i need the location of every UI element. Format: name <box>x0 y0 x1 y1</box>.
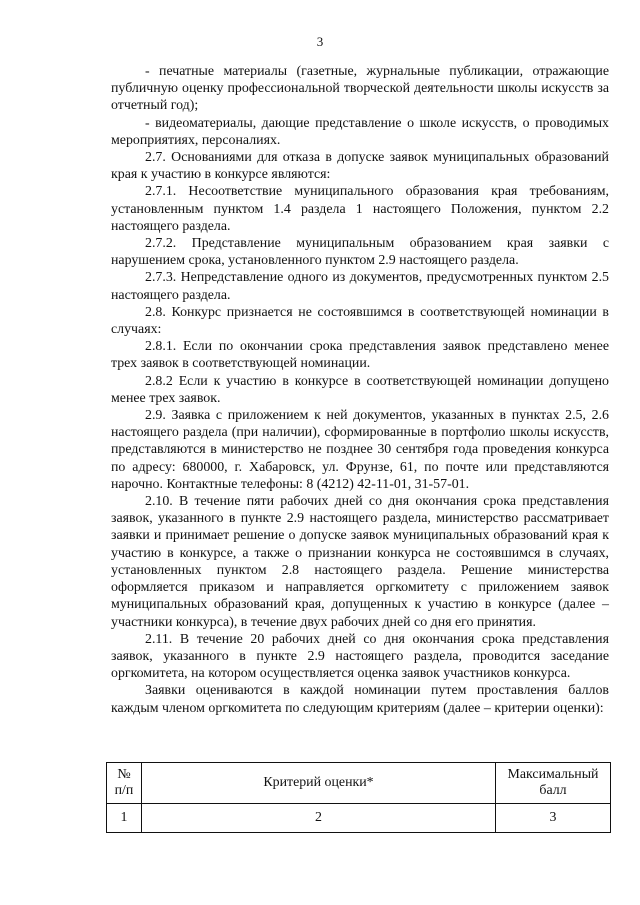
paragraph-video-materials: - видеоматериалы, дающие представление о школе искусств, о проводимых мероприятиях, персоналиях. <box>111 115 609 148</box>
paragraph-2-10: 2.10. В течение пяти рабочих дней со дня окончания срока представления заявок, указанного в пункте 2.9 настоящего раздела, министерство рассматривает заявки и принимает решение о допуске заявок муниципальных образований края к участию в конкурсе, а также о признании конкурса не состоявшимся в случаях, установленных пунктом 2.8 настоящего раздела. Решение министерства оформляется приказом и направляется оргкомитету с приложением заявок муниципальных образований края, допущенных к участию в конкурсе (далее – участники конкурса), в течение двух рабочих дней со дня его принятия. <box>111 494 609 630</box>
paragraph-2-7-2: 2.7.2. Представление муниципальным образованием края заявки с нарушением срока, установленного пунктом 2.9 настоящего раздела. <box>111 236 609 269</box>
paragraph-2-7-1: 2.7.1. Несоответствие муниципального образования края требованиям, установленным пунктом 1.4 раздела 1 настоящего Положения, пунктом 2.2 настоящего раздела. <box>111 184 609 234</box>
table-header-row <box>107 763 611 804</box>
cell-col-3: 3 <box>496 804 611 833</box>
paragraph-2-11: 2.11. В течение 20 рабочих дней со дня окончания срока представления заявок, указанного в пункте 2.9 настоящего раздела, проводится заседание оргкомитета, на котором осуществляется оценка заявок участников конкурса. <box>111 631 609 682</box>
paragraph-2-7: 2.7. Основаниями для отказа в допуске заявок муниципальных образований края к участию в конкурсе являются: <box>111 150 609 183</box>
document-body <box>111 63 609 717</box>
cell-col-1: 1 <box>107 804 142 833</box>
cell-col-2: 2 <box>142 804 496 833</box>
header-number: № п/п <box>107 763 142 804</box>
paragraph-2-8-2: 2.8.2 Если к участию в конкурсе в соответствующей номинации допущено менее трех заявок. <box>111 373 609 406</box>
header-criterion: Критерий оценки* <box>142 763 496 804</box>
paragraph-2-8: 2.8. Конкурс признается не состоявшимся в соответствующей номинации в случаях: <box>111 304 609 338</box>
paragraph-2-8-1: 2.8.1. Если по окончании срока представления заявок представлено менее трех заявок в соответствующей номинации. <box>111 339 609 372</box>
paragraph-printed-materials: - печатные материалы (газетные, журнальные публикации, отражающие публичную оценку профессиональной творческой деятельности школы искусств за отчетный год); <box>111 64 609 114</box>
criteria-table <box>106 762 611 833</box>
paragraph-2-7-3: 2.7.3. Непредставление одного из документов, предусмотренных пунктом 2.5 настоящего раздела. <box>111 270 609 303</box>
table-row <box>107 804 611 833</box>
page-number: 3 <box>316 34 324 49</box>
header-max-score: Максимальный балл <box>496 763 611 804</box>
paragraph-2-9: 2.9. Заявка с приложением к ней документов, указанных в пунктах 2.5, 2.6 настоящего раздела (при наличии), сформированные в портфолио школы искусств, представляются в министерство не позднее 30 сентября года проведения конкурса по адресу: 680000, г. Хабаровск, ул. Фрунзе, 61, по почте или представляются нарочно. Контактные телефоны: 8 (4212) 42-11-01, 31-57-01. <box>111 408 609 492</box>
paragraph-evaluation: Заявки оцениваются в каждой номинации путем проставления баллов каждым членом оргкомитета по следующим критериям (далее – критерии оценки): <box>111 683 609 716</box>
